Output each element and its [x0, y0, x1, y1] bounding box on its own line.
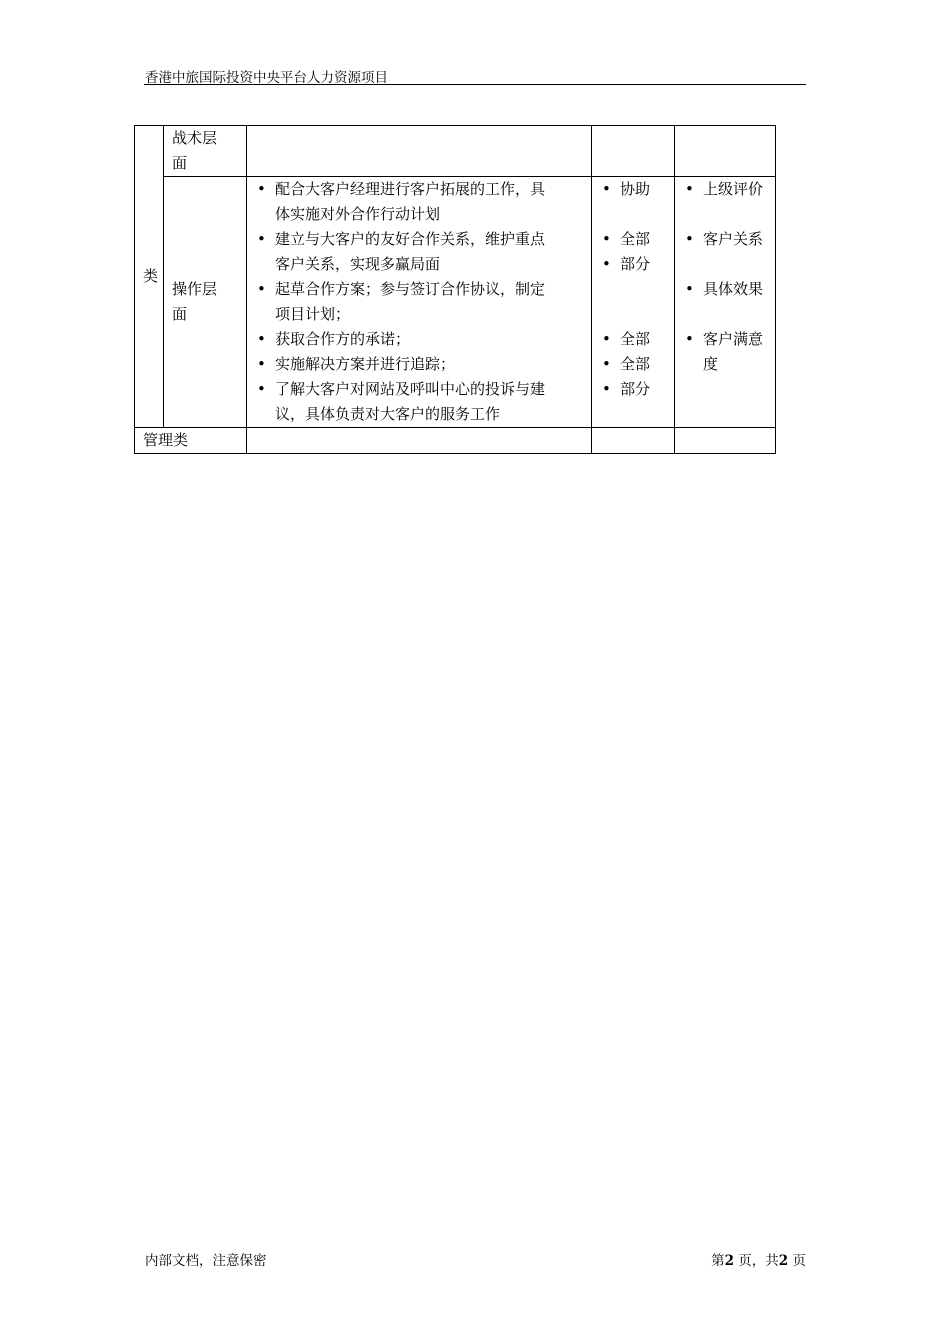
- header-divider: [144, 84, 806, 85]
- task-item: [253, 227, 583, 277]
- table-row-management: [135, 428, 776, 454]
- bullet-icon: •: [685, 230, 694, 248]
- bullet-icon: •: [602, 255, 611, 273]
- bullet-icon: •: [685, 330, 694, 348]
- eval-text: 客户满意: [703, 330, 764, 348]
- task-text: 了解大客户对网站及呼叫中心的投诉与建: [275, 380, 546, 398]
- eval-text: 客户关系: [703, 230, 764, 248]
- management-tasks-cell: [247, 428, 592, 454]
- task-text: 建立与大客户的友好合作关系，维护重点: [275, 230, 546, 248]
- bullet-icon: •: [602, 330, 611, 348]
- tactical-resp-cell: [592, 126, 675, 177]
- tactical-label-line2: 面: [172, 154, 188, 172]
- resp-item: [598, 227, 666, 252]
- resp-text: 部分: [620, 255, 651, 273]
- operational-tasks-cell: [247, 177, 592, 428]
- tactical-label-line1: 战术层: [172, 129, 218, 147]
- task-text: 客户关系，实现多赢局面: [275, 255, 441, 273]
- resp-item: [598, 327, 666, 352]
- tactical-eval-cell: [675, 126, 776, 177]
- footer-confidential-note: 内部文档，注意保密: [145, 1253, 267, 1269]
- task-text: 获取合作方的承诺；: [275, 330, 411, 348]
- eval-text: 度: [703, 355, 719, 373]
- management-eval-cell: [675, 428, 776, 454]
- eval-text: 上级评价: [703, 180, 764, 198]
- page-mid: 页，共: [734, 1253, 779, 1269]
- bullet-icon: •: [257, 180, 266, 198]
- page-prefix: 第: [711, 1253, 725, 1269]
- task-item: [253, 277, 583, 327]
- task-text: 配合大客户经理进行客户拓展的工作，具: [275, 180, 546, 198]
- bullet-icon: •: [257, 330, 266, 348]
- bullet-icon: •: [257, 355, 266, 373]
- page-suffix: 页: [788, 1253, 806, 1269]
- header-title: 香港中旅国际投资中央平台人力资源项目: [145, 70, 388, 86]
- management-label: 管理类: [143, 431, 189, 449]
- management-cell: [135, 428, 247, 454]
- resp-text: 全部: [620, 230, 651, 248]
- task-item: [253, 177, 583, 227]
- operational-label-line1: 操作层: [172, 280, 218, 298]
- task-item: [253, 377, 583, 427]
- bullet-icon: •: [257, 230, 266, 248]
- category-label: 类: [143, 267, 159, 285]
- task-text: 实施解决方案并进行追踪；: [275, 355, 456, 373]
- operational-label-line2: 面: [172, 305, 188, 323]
- bullet-icon: •: [685, 180, 694, 198]
- page-current: 2: [724, 1253, 734, 1269]
- task-text: 议，具体负责对大客户的服务工作: [275, 405, 501, 423]
- eval-item: [681, 177, 769, 202]
- resp-item: [598, 352, 666, 377]
- resp-item: [598, 252, 666, 277]
- eval-item: [681, 227, 769, 252]
- bullet-icon: •: [602, 180, 611, 198]
- management-resp-cell: [592, 428, 675, 454]
- eval-text: 具体效果: [703, 280, 764, 298]
- tactical-level-cell: [164, 126, 247, 177]
- task-text: 体实施对外合作行动计划: [275, 205, 441, 223]
- tactical-tasks-cell: [247, 126, 592, 177]
- bullet-icon: •: [602, 230, 611, 248]
- table-row-tactical: [135, 126, 776, 177]
- eval-item: [681, 277, 769, 302]
- bullet-icon: •: [257, 380, 266, 398]
- category-cell: [135, 126, 164, 428]
- page-total: 2: [778, 1253, 789, 1269]
- bullet-icon: •: [685, 280, 694, 298]
- bullet-icon: •: [602, 355, 611, 373]
- table-row-operational: [135, 177, 776, 428]
- resp-text: 协助: [620, 180, 651, 198]
- resp-item: [598, 177, 666, 202]
- resp-item: [598, 377, 666, 402]
- task-item: [253, 352, 583, 377]
- job-table: [134, 125, 776, 454]
- footer-page-number: [711, 1249, 806, 1269]
- operational-level-cell: [164, 177, 247, 428]
- task-text: 起草合作方案；参与签订合作协议，制定: [275, 280, 546, 298]
- task-text: 项目计划；: [275, 305, 351, 323]
- task-item: [253, 327, 583, 352]
- operational-eval-cell: [675, 177, 776, 428]
- bullet-icon: •: [257, 280, 266, 298]
- eval-item: [681, 327, 769, 377]
- resp-text: 部分: [620, 380, 651, 398]
- bullet-icon: •: [602, 380, 611, 398]
- operational-resp-cell: [592, 177, 675, 428]
- resp-text: 全部: [620, 330, 651, 348]
- resp-text: 全部: [620, 355, 651, 373]
